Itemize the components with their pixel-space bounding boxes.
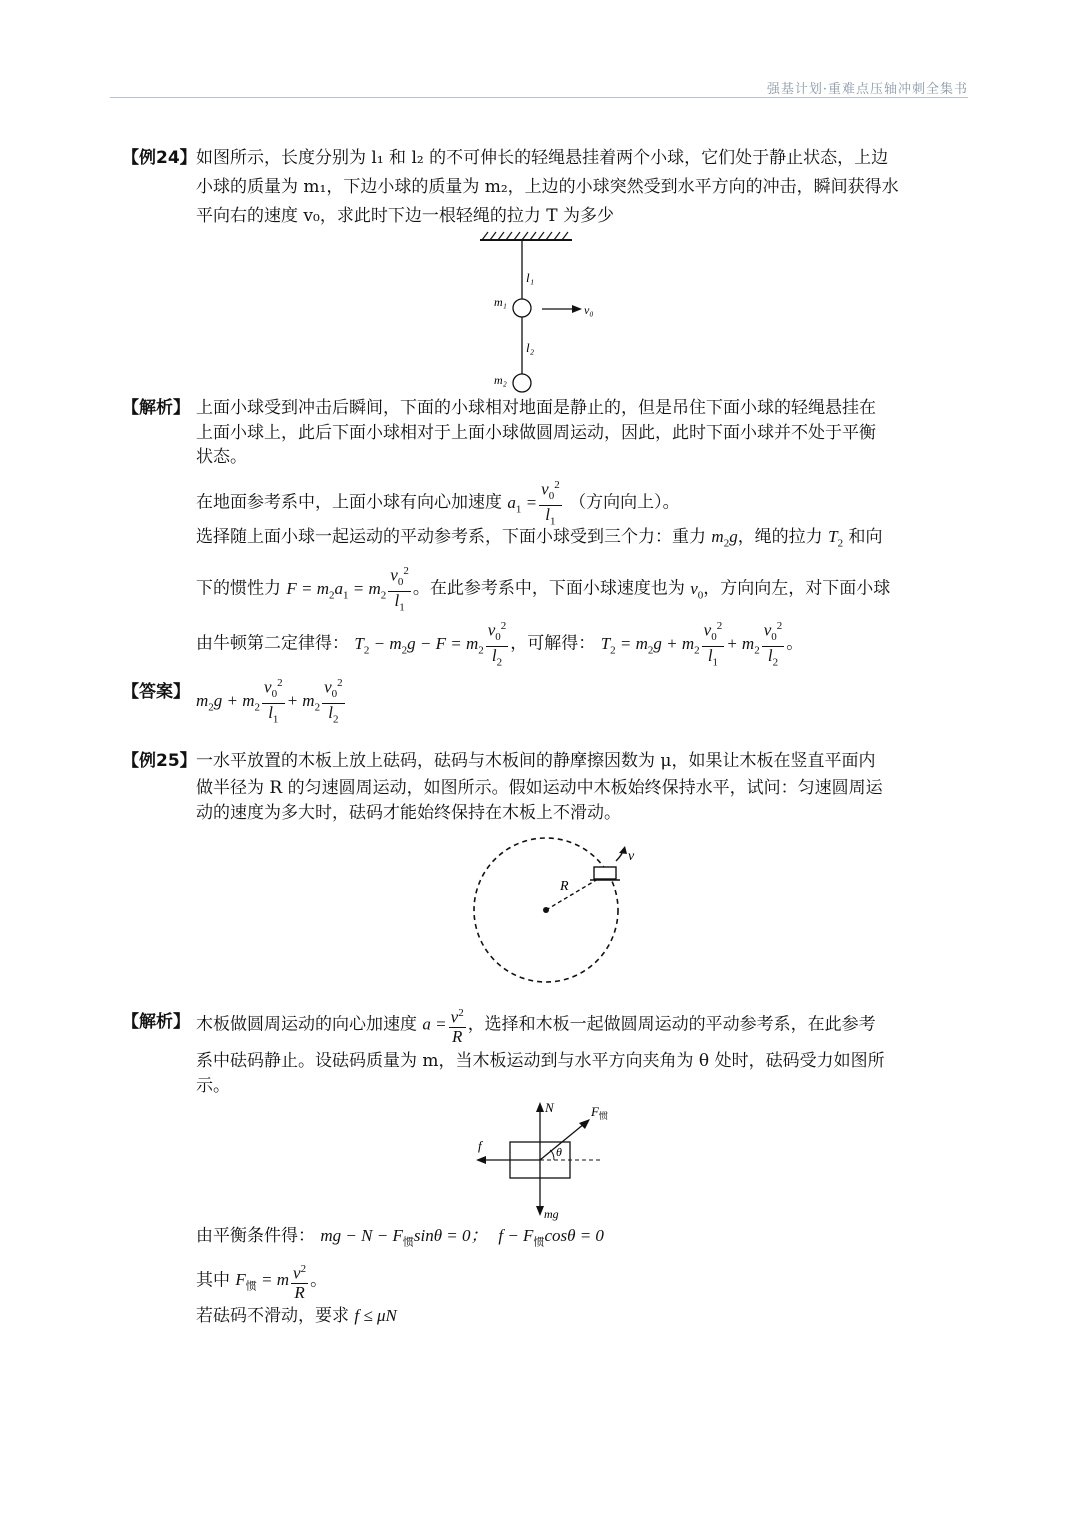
solution-25-line-3: 示。 [196, 1076, 230, 1096]
solution-24-line-5: 选择随上面小球一起运动的平动参考系，下面小球受到三个力：重力 $m_2g$，绳的拉力 $T_2$ 和向 [196, 527, 883, 550]
header-divider [110, 97, 968, 98]
circular-motion-figure [470, 835, 640, 985]
answer-24-tag: 【答案】 [122, 682, 190, 702]
example-24-line-1: 如图所示，长度分别为 l₁ 和 l₂ 的不可伸长的轻绳悬挂着两个小球，它们处于静止状态，上边 [196, 148, 889, 168]
force-diagram [470, 1098, 630, 1223]
solution-24-line-4: 在地面参考系中，上面小球有向心加速度 $a_1$ = $\frac{v_0^2}{l_1}$ （方向向上）。 [196, 476, 680, 530]
solution-24-line-3: 状态。 [196, 447, 247, 467]
pendulum-figure [470, 228, 610, 398]
label-theta: θ [556, 1145, 562, 1159]
ball-lower [513, 374, 531, 392]
label-l2: l₂ [526, 340, 535, 355]
solution-24-line-6: 下的惯性力 $F = m_2a_1 = m_2$ $\frac{v_0^2}{l_1}$ 。在此参考系中，下面小球速度也为 $v_0$，方向向左，对下面小球 [196, 562, 890, 616]
solution-25-equilibrium: 由平衡条件得： mg − $N - F_惯\sin\theta = 0$； $f - F_惯\cos\theta = 0$ [196, 1226, 604, 1249]
label-v0: v₀ [584, 303, 594, 317]
label-mg: mg [544, 1207, 559, 1221]
example-24-tag: 【例24】 [122, 148, 197, 168]
solution-25-tag: 【解析】 [122, 1012, 190, 1032]
label-v: v [628, 849, 635, 864]
example-25-line-2: 做半径为 R 的匀速圆周运动，如图所示。假如运动中木板始终保持水平，试问：匀速圆周运 [196, 778, 883, 798]
label-m2: m₂ [494, 373, 507, 387]
label-F-inertial: $F_惯$ [591, 1104, 608, 1121]
solution-24-line-1: 上面小球受到冲击后瞬间，下面的小球相对地面是静止的，但是吊住下面小球的轻绳悬挂在 [196, 398, 876, 418]
solution-25-line-1: 木板做圆周运动的向心加速度 a = $\frac{v^2}{R}$ ，选择和木板一起做圆周运动的平动参考系，在此参考 [196, 1004, 876, 1046]
solution-25-line-2: 系中砝码静止。设砝码质量为 m，当木板运动到与水平方向夹角为 θ 处时，砝码受力如图所 [196, 1051, 885, 1071]
example-25-line-1: 一水平放置的木板上放上砝码，砝码与木板间的静摩擦因数为 μ，如果让木板在竖直平面内 [196, 751, 876, 771]
example-25-tag: 【例25】 [122, 751, 197, 771]
example-24-line-2: 小球的质量为 m₁，下边小球的质量为 m₂，上边的小球突然受到水平方向的冲击，瞬间获得水 [196, 177, 899, 197]
example-24-line-3: 平向右的速度 v₀，求此时下边一根轻绳的拉力 T 为多少 [196, 206, 614, 226]
label-f: f [478, 1138, 482, 1153]
weight-block [594, 867, 616, 879]
solution-24-tag: 【解析】 [122, 398, 190, 418]
solution-25-inertial-force: 其中 $F_惯 = m$ $\frac{v^2}{R}$ 。 [196, 1260, 327, 1302]
answer-24-formula: $m_2g + m_2$ $\frac{v_0^2}{l_1}$ + $m_2$ $\frac{v_0^2}{l_2}$ [196, 674, 347, 728]
example-25-line-3: 动的速度为多大时，砝码才能始终保持在木板上不滑动。 [196, 803, 621, 823]
label-m1: m₁ [494, 295, 507, 309]
label-N: N [545, 1100, 554, 1115]
solution-25-condition: 若砝码不滑动，要求 f ≤ μN [196, 1306, 397, 1326]
running-header: 强基计划·重难点压轴冲刺全集书 [766, 82, 968, 97]
radius-line [546, 879, 598, 910]
ball-upper [513, 299, 531, 317]
solution-24-line-2: 上面小球上，此后下面小球相对于上面小球做圆周运动，因此，此时下面小球并不处于平衡 [196, 423, 876, 443]
label-l1: l₁ [526, 270, 535, 285]
solution-24-line-7: 由牛顿第二定律得： $T_2 - m_2g - F = m_2$ $\frac{v_0^2}{l_2}$ ，可解得： $T_2 = m_2g + m_2$ $\frac{v_0^2}{l_1}$ + $m_2$ $\frac{v_0^2}{l_2}$ 。 [196, 617, 803, 671]
label-R: R [560, 879, 569, 894]
